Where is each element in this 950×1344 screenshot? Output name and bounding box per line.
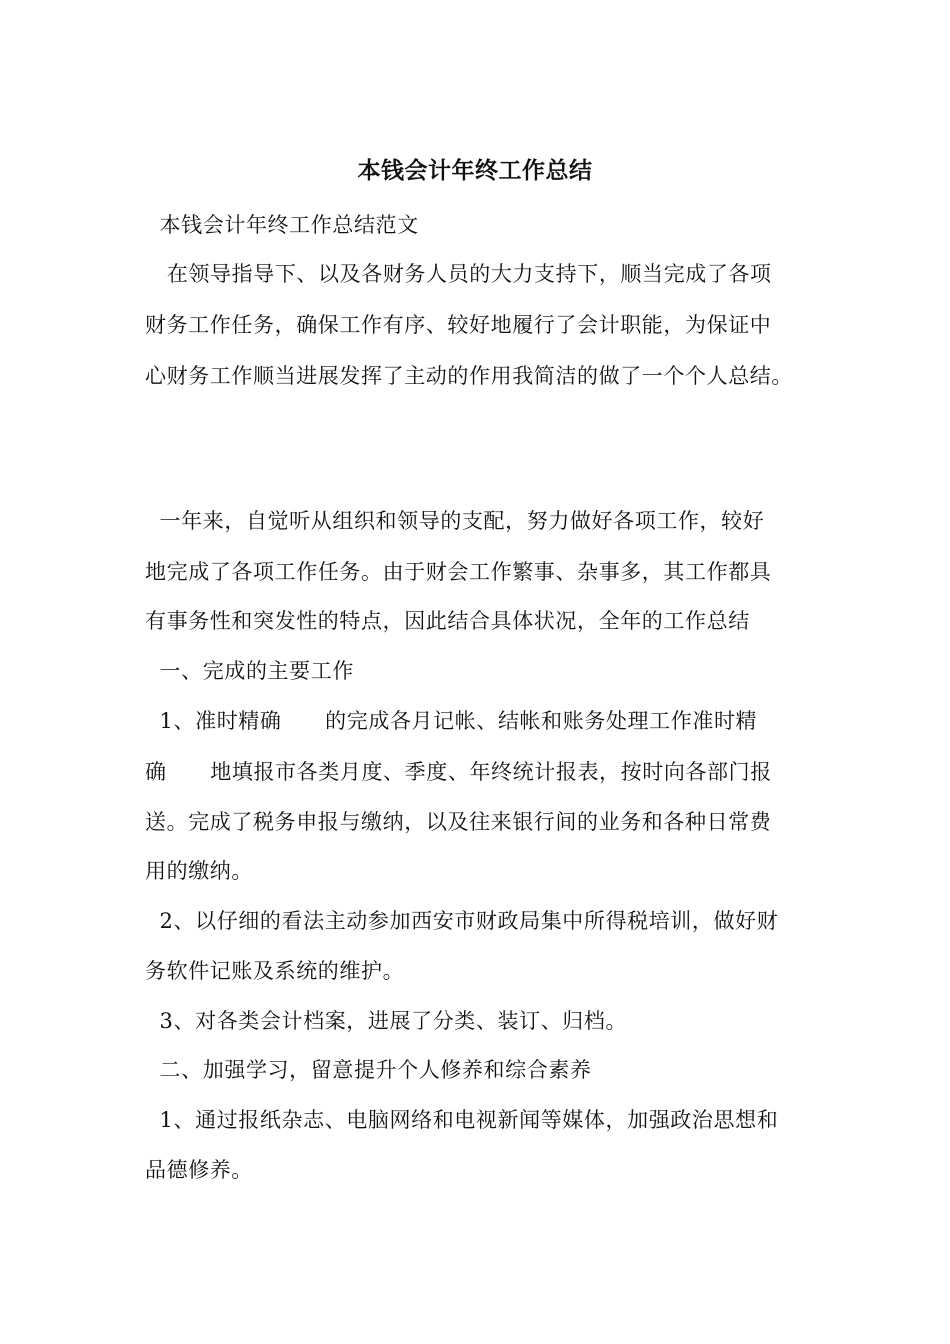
paragraph-line: 2、以仔细的看法主动参加西安市财政局集中所得税培训，做好财 [145, 909, 779, 933]
paragraph-line: 心财务工作顺当进展发挥了主动的作用我简洁的做了一个个人总结。 [145, 364, 793, 388]
paragraph-line: 地完成了各项工作任务。由于财会工作繁事、杂事多，其工作都具 [145, 560, 772, 584]
paragraph-line: 1、准时精确 的完成各月记帐、结帐和账务处理工作准时精 [145, 709, 758, 733]
document-title: 本钱会计年终工作总结 [357, 158, 593, 184]
paragraph-line: 送。完成了税务申报与缴纳，以及往来银行间的业务和各种日常费 [145, 810, 772, 834]
paragraph-line: 在领导指导下、以及各财务人员的大力支持下，顺当完成了各项 [145, 262, 772, 286]
section-heading: 一、完成的主要工作 [145, 659, 354, 683]
paragraph-line: 品德修养。 [145, 1158, 253, 1182]
subtitle-line: 本钱会计年终工作总结范文 [145, 213, 419, 237]
paragraph-line: 有事务性和突发性的特点，因此结合具体状况，全年的工作总结 [145, 609, 750, 633]
section-heading: 二、加强学习，留意提升个人修养和综合素养 [145, 1058, 592, 1082]
paragraph-line: 1、通过报纸杂志、电脑网络和电视新闻等媒体，加强政治思想和 [145, 1108, 779, 1132]
paragraph-line: 一年来，自觉听从组织和领导的支配，努力做好各项工作，较好 [145, 509, 765, 533]
paragraph-line: 确 地填报市各类月度、季度、年终统计报表，按时向各部门报 [145, 760, 772, 784]
paragraph-line: 用的缴纳。 [145, 859, 253, 883]
paragraph-line: 3、对各类会计档案，进展了分类、装订、归档。 [145, 1009, 628, 1033]
paragraph-line: 务软件记账及系统的维护。 [145, 959, 405, 983]
paragraph-line: 财务工作任务，确保工作有序、较好地履行了会计职能，为保证中 [145, 313, 772, 337]
